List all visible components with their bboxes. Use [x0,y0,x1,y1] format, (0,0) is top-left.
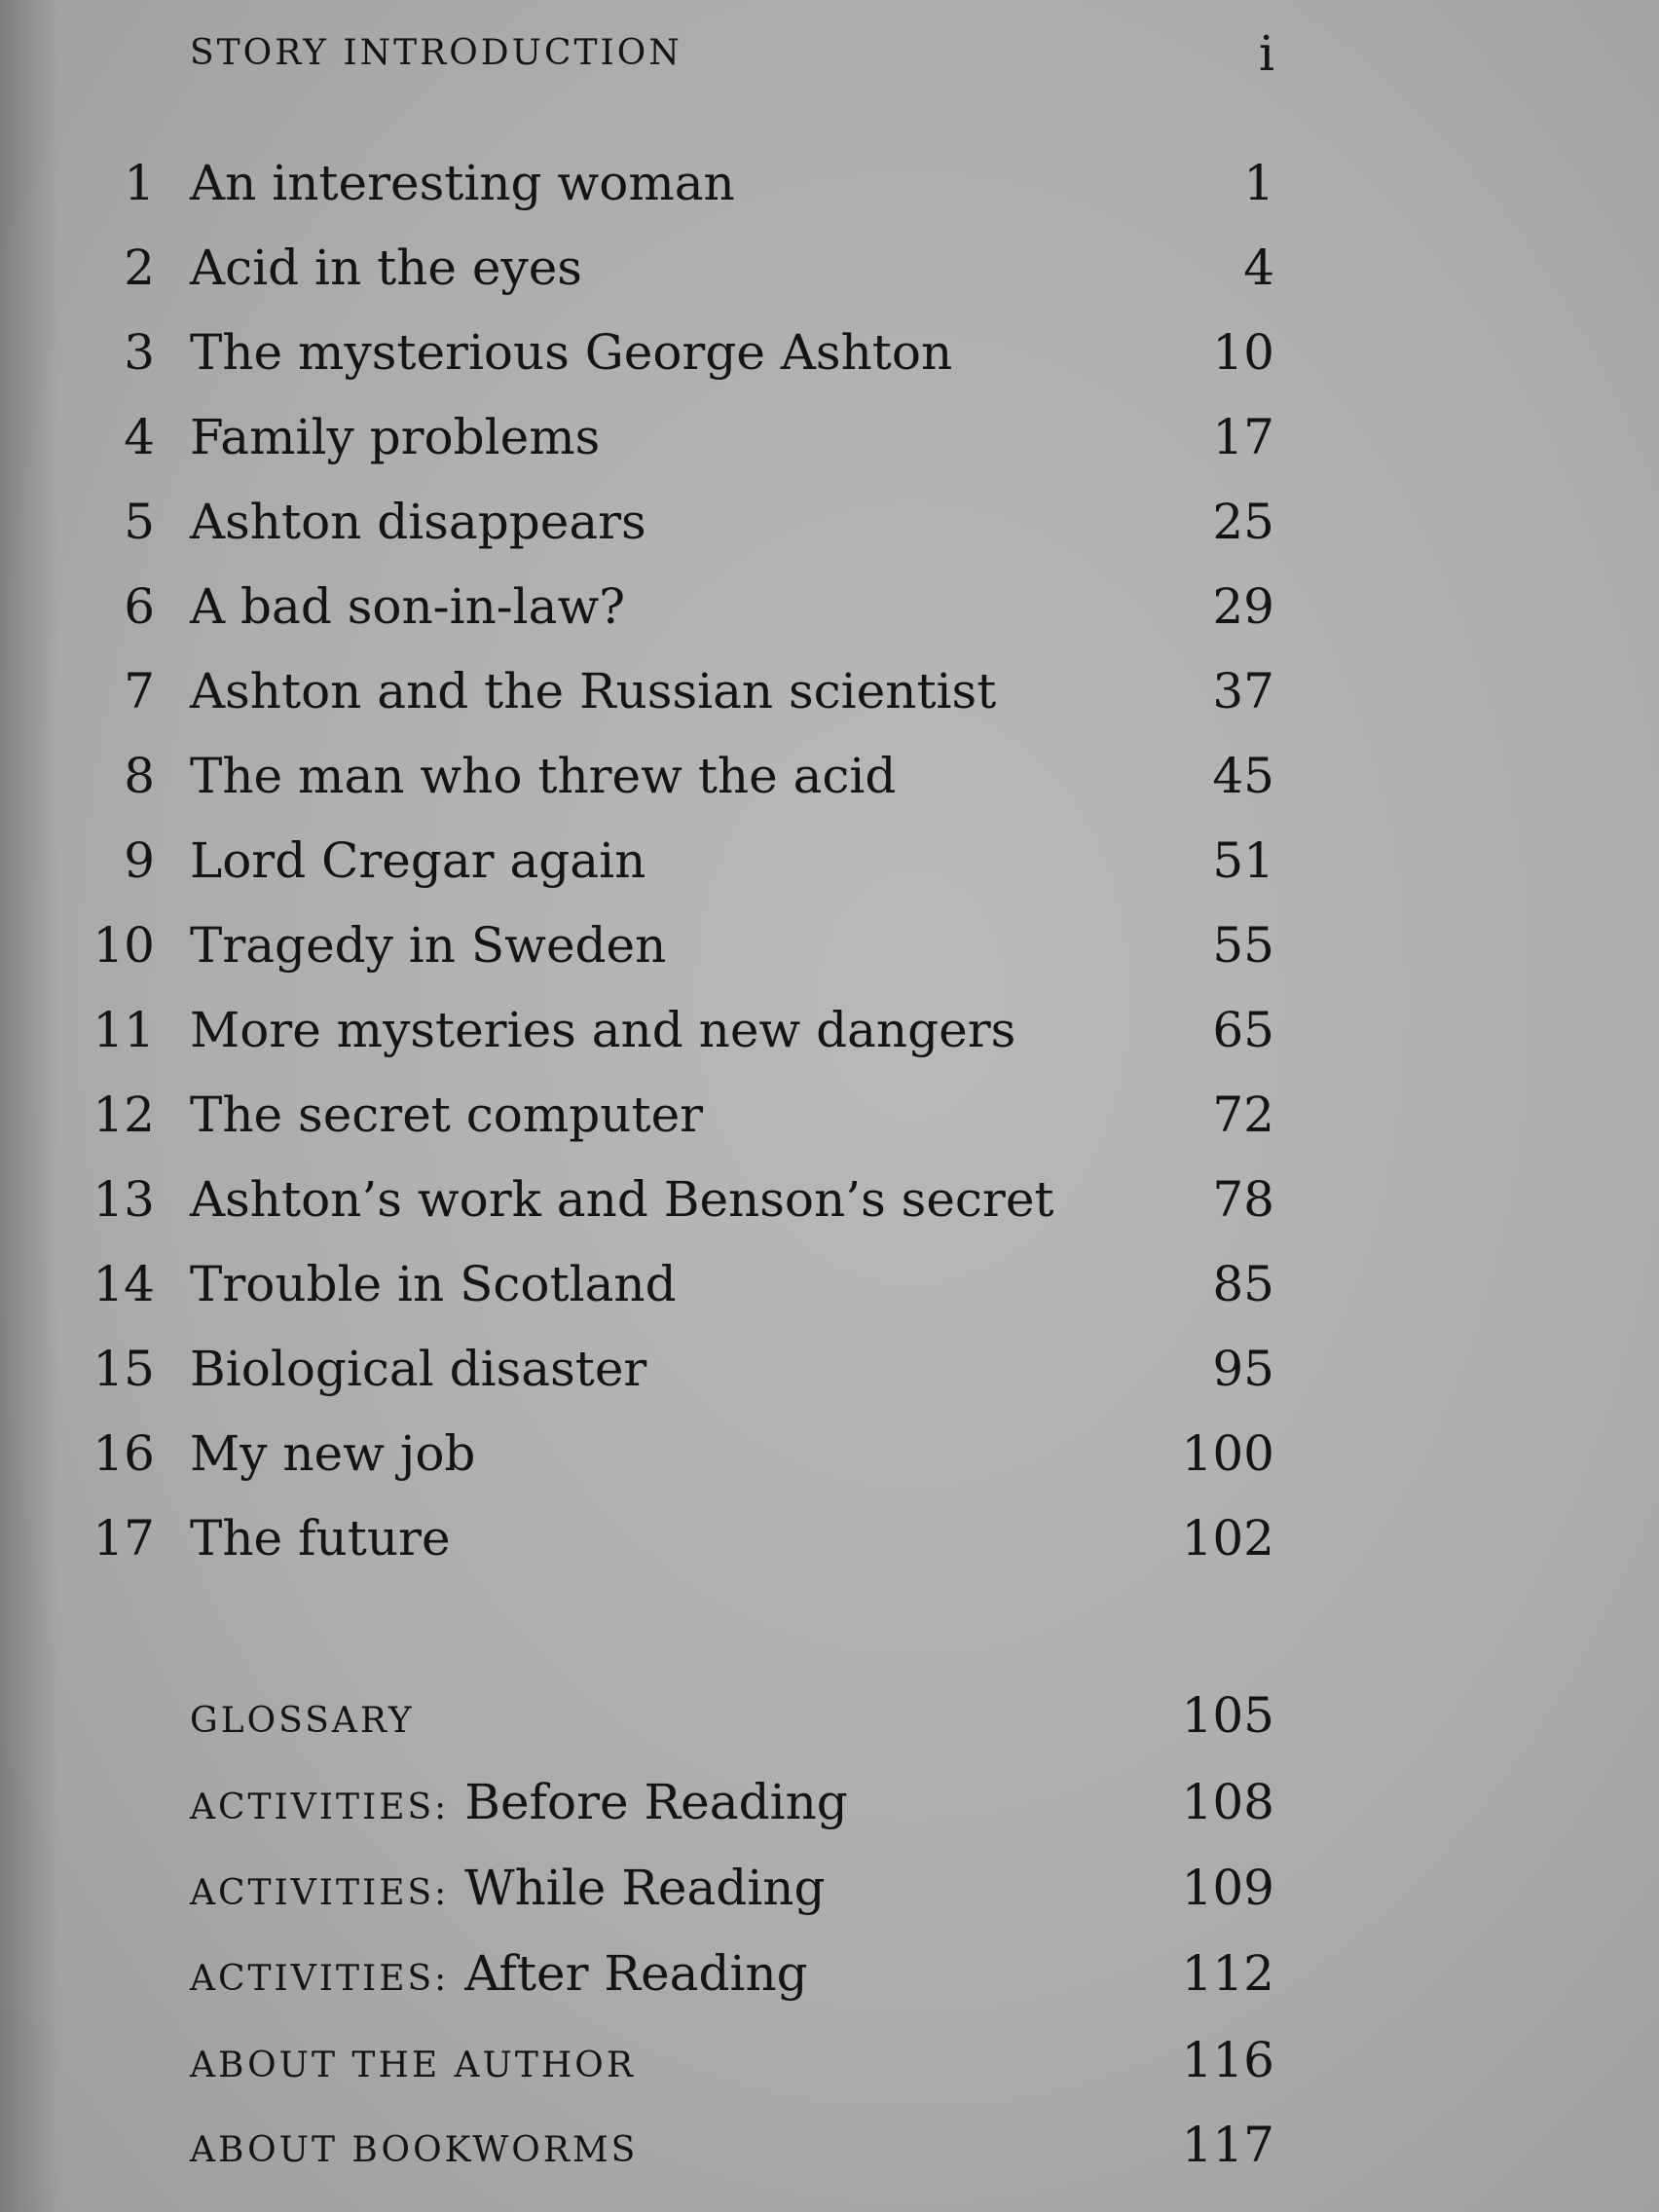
toc-row-chapter [0,1330,1659,1408]
chapter-title: Acid in the eyes [190,240,582,296]
chapter-title: Ashton and the Russian scientist [190,663,997,719]
chapter-number: 1 [124,155,155,211]
toc-row-chapter [0,1161,1659,1238]
toc-page-number: 112 [1181,1945,1274,2002]
toc-row-chapter [0,1415,1659,1493]
toc-row-activities-while [0,1849,1659,1927]
chapter-number: 17 [92,1510,155,1567]
toc-label-text: Before Reading [464,1774,848,1830]
toc-row-chapter [0,1245,1659,1323]
chapter-page-number: 17 [1212,409,1274,465]
chapter-number: 15 [92,1341,155,1397]
chapter-page-number: 100 [1181,1425,1274,1482]
chapter-page-number: 1 [1243,155,1274,211]
chapter-page-number: 10 [1212,324,1274,381]
chapter-number: 7 [124,663,155,719]
chapter-page-number: 85 [1212,1256,1274,1312]
chapter-number: 4 [124,409,155,465]
chapter-page-number: 78 [1212,1171,1274,1228]
chapter-page-number: 45 [1212,748,1274,804]
chapter-page-number: 72 [1212,1087,1274,1143]
chapter-title: The secret computer [190,1087,704,1143]
chapter-title: More mysteries and new dangers [190,1002,1016,1058]
toc-label-text: After Reading [464,1945,808,2002]
toc-row-chapter [0,313,1659,391]
chapter-number: 12 [92,1087,155,1143]
chapter-title: Lord Cregar again [190,832,646,889]
chapter-title: Ashton disappears [190,494,646,550]
chapter-number: 3 [124,324,155,381]
toc-row-chapter [0,737,1659,815]
chapter-number: 11 [92,1002,155,1058]
toc-label-prefix: ABOUT THE AUTHOR [190,2046,636,2085]
toc-row-chapter [0,991,1659,1069]
toc-label [190,1935,808,2018]
chapter-page-number: 4 [1243,240,1274,296]
chapter-page-number: 29 [1212,578,1274,635]
toc-row-chapter [0,1076,1659,1154]
chapter-page-number: 51 [1212,832,1274,889]
chapter-number: 6 [124,578,155,635]
chapter-title: Ashton’s work and Benson’s secret [190,1171,1054,1228]
toc-row-chapter [0,144,1659,222]
toc-row-chapter [0,398,1659,476]
toc-row-chapter [0,1499,1659,1577]
toc-label [190,2106,638,2190]
toc-row-about-bookworms [0,2106,1659,2184]
chapter-title: A bad son-in-law? [190,578,626,635]
toc-row-glossary [0,1677,1659,1754]
toc-row-story-introduction [0,15,1659,92]
toc-label-prefix: ABOUT BOOKWORMS [190,2130,639,2170]
toc-row-chapter [0,906,1659,984]
chapter-page-number: 102 [1181,1510,1274,1567]
toc-page-number: i [1259,25,1274,82]
chapter-title: The mysterious George Ashton [190,324,953,381]
toc-label-prefix: GLOSSARY [190,1701,415,1741]
chapter-title: An interesting woman [190,155,735,211]
chapter-page-number: 95 [1212,1341,1274,1397]
toc-row-chapter [0,229,1659,307]
toc-page-number: 108 [1181,1774,1274,1830]
chapter-title: The future [190,1510,451,1567]
chapter-number: 9 [124,832,155,889]
toc-label [190,2021,636,2105]
chapter-number: 10 [92,917,155,974]
chapter-title: Tragedy in Sweden [190,917,667,974]
chapter-title: Trouble in Scotland [190,1256,677,1312]
toc-label-prefix: ACTIVITIES: [190,1873,450,1913]
chapter-number: 2 [124,240,155,296]
chapter-page-number: 65 [1212,1002,1274,1058]
chapter-title: My new job [190,1425,476,1482]
toc-label-text: While Reading [464,1860,826,1916]
toc-row-chapter [0,652,1659,730]
toc-label [190,1677,415,1760]
chapter-number: 16 [92,1425,155,1482]
toc-page-number: 105 [1181,1687,1274,1744]
chapter-page-number: 37 [1212,663,1274,719]
chapter-title: Biological disaster [190,1341,647,1397]
toc-row-chapter [0,483,1659,561]
chapter-number: 8 [124,748,155,804]
toc-label-prefix: ACTIVITIES: [190,1788,450,1827]
toc-page-number: 117 [1181,2117,1274,2173]
toc-label: STORY INTRODUCTION [190,33,682,73]
chapter-title: The man who threw the acid [190,748,897,804]
toc-row-about-author [0,2021,1659,2099]
toc-label [190,1849,826,1933]
toc-row-activities-after [0,1935,1659,2012]
chapter-page-number: 55 [1212,917,1274,974]
chapter-number: 5 [124,494,155,550]
toc-label [190,1763,848,1847]
toc-row-chapter [0,568,1659,645]
chapter-number: 13 [92,1171,155,1228]
toc-page-number: 109 [1181,1860,1274,1916]
toc-page-number: 116 [1181,2032,1274,2088]
chapter-number: 14 [92,1256,155,1312]
chapter-title: Family problems [190,409,601,465]
toc-row-activities-before [0,1763,1659,1841]
toc-label-prefix: ACTIVITIES: [190,1959,450,1999]
chapter-page-number: 25 [1212,494,1274,550]
toc-row-chapter [0,822,1659,900]
